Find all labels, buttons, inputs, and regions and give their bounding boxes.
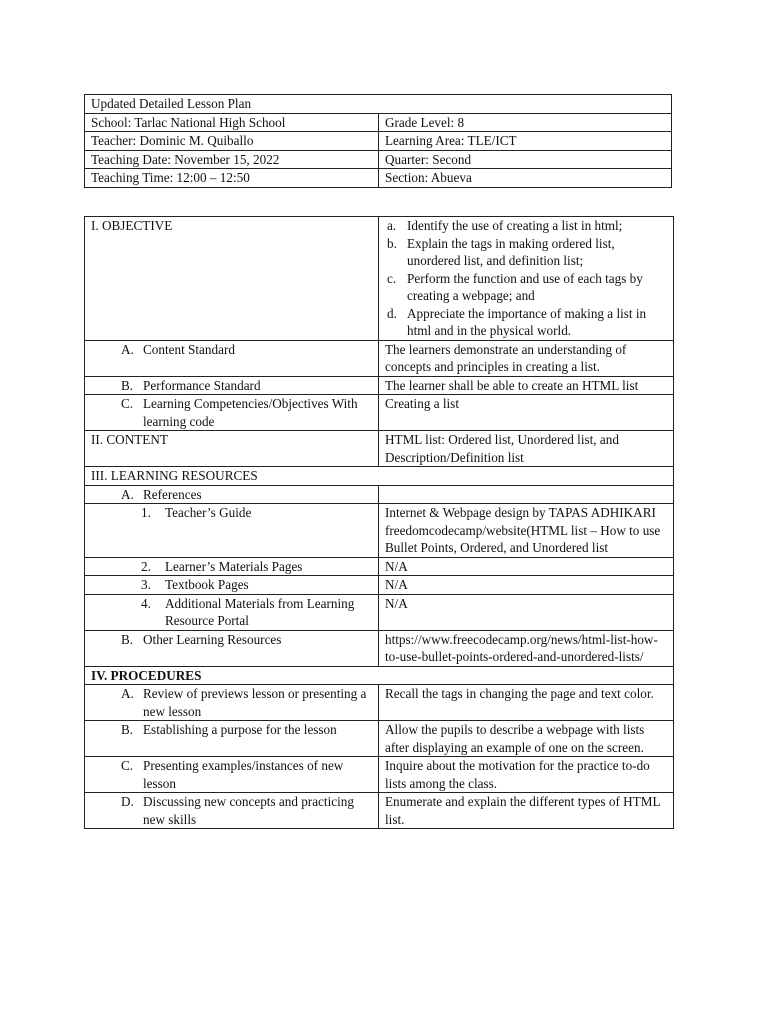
quarter-cell: Quarter: Second <box>379 150 672 169</box>
competencies-label <box>91 395 372 430</box>
content-value: HTML list: Ordered list, Unordered list, and Description/Definition list <box>379 431 674 467</box>
list-marker: D. <box>121 794 134 809</box>
list-marker: 3. <box>141 577 151 592</box>
row-label-text: Additional Materials from Learning Resource Portal <box>165 595 355 628</box>
textbook-value: N/A <box>379 576 674 595</box>
resources-row <box>85 467 674 486</box>
objective-text: Perform the function and use of each tags by creating a webpage; and <box>407 270 643 303</box>
row-label-text: Review of previews lesson or presenting a new lesson <box>143 686 367 719</box>
performance-standard-row <box>85 376 674 395</box>
list-marker: 4. <box>141 595 151 611</box>
procedure-label <box>91 721 372 739</box>
learning-area-cell: Learning Area: TLE/ICT <box>379 132 672 151</box>
objective-item <box>385 270 667 305</box>
objective-item <box>385 305 667 340</box>
list-marker: 2. <box>141 558 151 574</box>
learners-materials-row <box>85 557 674 576</box>
objective-item <box>385 217 667 235</box>
competencies-value: Creating a list <box>379 395 674 431</box>
procedure-value: Recall the tags in changing the page and text color. <box>379 685 674 721</box>
references-row <box>85 485 674 504</box>
row-label-text: Performance Standard <box>143 377 261 393</box>
learners-materials-label <box>91 558 372 576</box>
objective-heading: I. OBJECTIVE <box>85 217 379 341</box>
row-label-text: References <box>143 486 202 502</box>
additional-materials-label <box>91 595 372 630</box>
list-marker: B. <box>121 631 134 647</box>
row-label-text: Other Learning Resources <box>143 631 282 647</box>
row-label-text: Learning Competencies/Objectives With learning code <box>143 396 358 429</box>
additional-materials-row <box>85 594 674 630</box>
grade-level-cell: Grade Level: 8 <box>379 113 672 132</box>
teachers-guide-value: Internet & Webpage design by TAPAS ADHIKARI freedomcodecamp/website(HTML list – How to use Bullet Points, Ordered, and Unordered list <box>379 504 674 558</box>
header-row-school <box>85 113 672 132</box>
list-marker: A. <box>121 341 134 357</box>
competencies-row <box>85 395 674 431</box>
list-marker: 1. <box>141 505 151 520</box>
row-label-text: Content Standard <box>143 341 235 357</box>
list-marker: c. <box>387 270 397 286</box>
procedure-value: Enumerate and explain the different types of HTML list. <box>379 793 674 829</box>
teachers-guide-row <box>85 504 674 558</box>
other-resources-row <box>85 630 674 666</box>
references-label <box>91 486 372 504</box>
procedure-row <box>85 757 674 793</box>
row-label-text: Textbook Pages <box>165 577 249 592</box>
row-label-text: Teacher’s Guide <box>165 505 252 520</box>
references-value <box>379 485 674 504</box>
procedure-value: Inquire about the motivation for the practice to-do lists among the class. <box>379 757 674 793</box>
procedure-row <box>85 793 674 829</box>
procedure-label <box>91 793 372 828</box>
header-row-time <box>85 169 672 188</box>
content-heading: II. CONTENT <box>85 431 379 467</box>
list-marker: A. <box>121 486 134 502</box>
procedure-row <box>85 685 674 721</box>
list-marker: b. <box>387 235 397 251</box>
procedures-heading: IV. PROCEDURES <box>85 666 674 685</box>
procedures-row <box>85 666 674 685</box>
lesson-header-table <box>84 94 672 188</box>
additional-materials-value: N/A <box>379 594 674 630</box>
other-resources-value: https://www.freecodecamp.org/news/html-list-how-to-use-bullet-points-ordered-and-unordered-lists/ <box>379 630 674 666</box>
header-row-teacher <box>85 132 672 151</box>
other-resources-label <box>91 631 372 649</box>
list-marker: B. <box>121 722 134 737</box>
procedure-label <box>91 685 372 720</box>
objective-item <box>385 235 667 270</box>
row-label-text: Learner’s Materials Pages <box>165 558 303 574</box>
list-marker: C. <box>121 396 134 411</box>
textbook-row <box>85 576 674 595</box>
objective-text: Explain the tags in making ordered list, unordered list, and definition list; <box>407 235 615 268</box>
teacher-cell: Teacher: Dominic M. Quiballo <box>85 132 379 151</box>
header-row-date <box>85 150 672 169</box>
content-row <box>85 431 674 467</box>
learners-materials-value: N/A <box>379 557 674 576</box>
performance-standard-label <box>91 377 372 395</box>
content-standard-row <box>85 340 674 376</box>
objective-row <box>85 217 674 341</box>
lesson-body-table <box>84 216 674 829</box>
objective-text: Identify the use of creating a list in html; <box>407 218 623 233</box>
list-marker: d. <box>387 305 397 321</box>
procedure-row <box>85 721 674 757</box>
list-marker: C. <box>121 758 134 773</box>
textbook-label <box>91 576 372 594</box>
performance-standard-value: The learner shall be able to create an HTML list <box>379 376 674 395</box>
header-row-title <box>85 95 672 114</box>
list-marker: B. <box>121 377 134 393</box>
section-cell: Section: Abueva <box>379 169 672 188</box>
row-label-text: Presenting examples/instances of new lesson <box>143 758 344 791</box>
school-cell: School: Tarlac National High School <box>85 113 379 132</box>
list-marker: A. <box>121 686 134 701</box>
lesson-plan-title: Updated Detailed Lesson Plan <box>85 95 672 114</box>
procedure-value: Allow the pupils to describe a webpage with lists after displaying an example of one on the screen. <box>379 721 674 757</box>
objective-list-cell <box>379 217 674 341</box>
content-standard-label <box>91 341 372 359</box>
content-standard-value: The learners demonstrate an understanding of concepts and principles in creating a list. <box>379 340 674 376</box>
teachers-guide-label <box>91 504 372 522</box>
procedure-label <box>91 757 372 792</box>
resources-heading: III. LEARNING RESOURCES <box>85 467 674 486</box>
teaching-time-cell: Teaching Time: 12:00 – 12:50 <box>85 169 379 188</box>
teaching-date-cell: Teaching Date: November 15, 2022 <box>85 150 379 169</box>
objective-list <box>385 217 667 340</box>
objective-text: Appreciate the importance of making a list in html and in the physical world. <box>407 305 647 338</box>
list-marker: a. <box>387 218 397 233</box>
row-label-text: Discussing new concepts and practicing new skills <box>143 794 354 827</box>
row-label-text: Establishing a purpose for the lesson <box>143 722 337 737</box>
